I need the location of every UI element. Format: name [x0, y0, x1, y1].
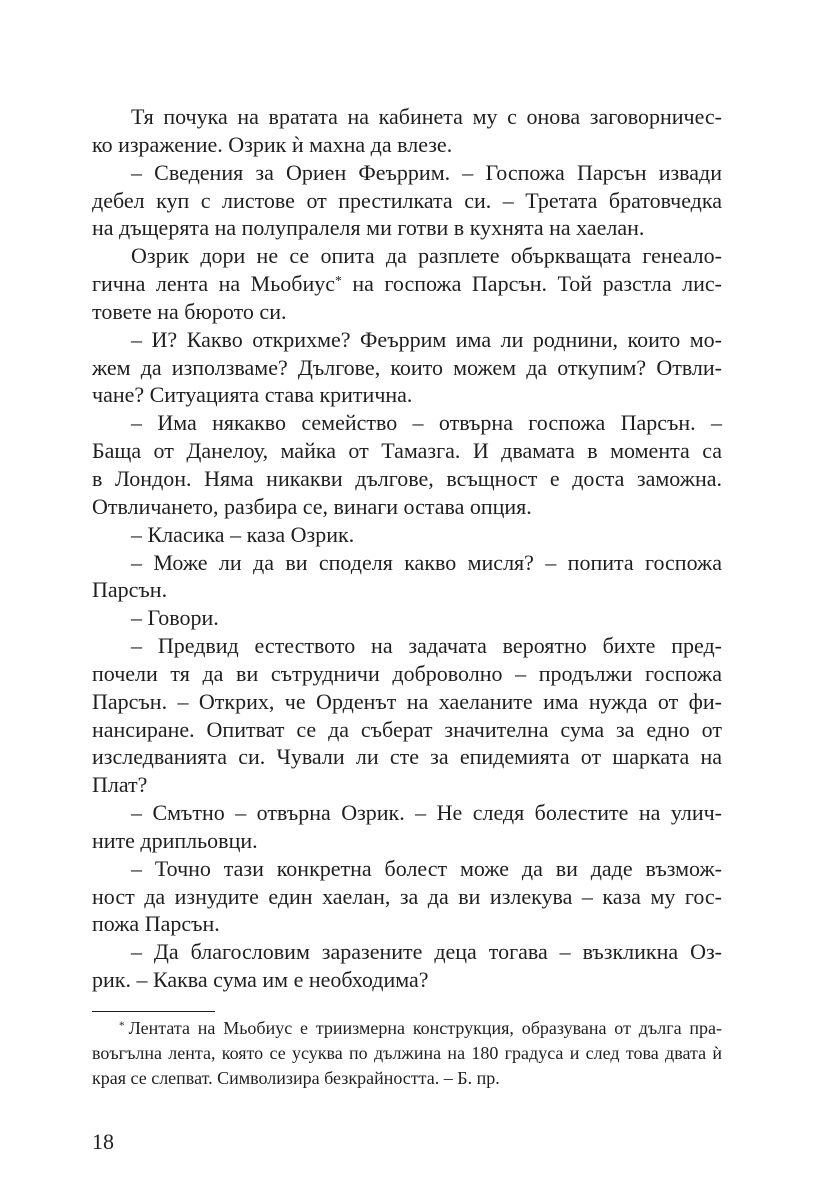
text-line: – И? Какво открихме? Феъррим има ли роднини, които мо- [131, 326, 722, 352]
footnote-line [92, 1016, 722, 1041]
text-line: Озрик дори не се опита да разплете объркващата генеало- [131, 243, 722, 269]
text-line: ност да изнудите един хаелан, за да ви излекува – каза му гос- [92, 883, 722, 909]
text-line: – Смътно – отвърна Озрик. – Не следя болестите на улич- [131, 800, 722, 826]
paragraph [92, 103, 722, 159]
text-line: жем да използваме? Дългове, които можем да откупим? Отвли- [92, 354, 722, 380]
page-number: 18 [92, 1129, 114, 1154]
text-line: Парсън. [92, 577, 168, 603]
text-line: пожа Парсън. [92, 911, 220, 937]
text-line: ко изражение. Озрик ѝ махна да влезе. [92, 131, 453, 157]
text-line: дебел куп с листове от престилката си. – Третата братовчедка [92, 187, 722, 213]
paragraph [92, 549, 722, 605]
paragraph [92, 409, 722, 520]
text-line: чане? Ситуацията става критична. [92, 382, 413, 408]
main-text [92, 103, 722, 994]
text-line: изследванията си. Чували ли сте за епидемията от шарката на [92, 744, 722, 770]
text-fragment: на госпожа Парсън. Той разстла лис- [341, 271, 722, 297]
text-line: Баща от Данелоу, майка от Тамазга. И двамата в момента са [92, 438, 722, 464]
text-line: товете на бюрото си. [92, 298, 287, 324]
text-line: ните дрипльовци. [92, 827, 258, 853]
paragraph [92, 855, 722, 939]
text-line: – Има някакво семейство – отвърна госпожа Парсън. – [131, 410, 722, 436]
text-line: нансиране. Опитват се да съберат значителна сума за едно от [92, 716, 722, 742]
paragraph [92, 242, 722, 326]
text-line: – Точно тази конкретна болест може да ви даде възмож- [131, 855, 722, 881]
text-line: – Да благословим заразените деца тогава – възкликна Оз- [131, 939, 722, 965]
paragraph [92, 159, 722, 243]
footnote-reference-marker: * [335, 273, 342, 289]
text-line: – Може ли да ви споделя какво мисля? – попита госпожа [131, 549, 722, 575]
paragraph [92, 604, 722, 632]
paragraph [92, 521, 722, 549]
text-line: – Класика – каза Озрик. [131, 521, 355, 547]
paragraph [92, 326, 722, 410]
text-line: на дъщерята на полупралеля ми готви в кухнята на хаелан. [92, 215, 645, 241]
text-line: – Сведения за Ориен Феъррим. – Госпожа Парсън извади [131, 159, 722, 185]
text-line: Отвличането, разбира се, винаги остава опция. [92, 493, 532, 519]
footnote-separator [92, 1011, 215, 1012]
text-line: Плат? [92, 772, 148, 798]
text-line: – Говори. [131, 605, 219, 631]
text-line: почели тя да ви сътрудничи доброволно – продължи госпожа [92, 660, 722, 686]
footnote-marker: * [119, 1020, 125, 1033]
text-line: Парсън. – Открих, че Орденът на хаеланите има нужда от фи- [92, 688, 722, 714]
footnote-line: воъгълна лента, която се усуква по дължина на 180 градуса и след това двата ѝ [92, 1043, 722, 1063]
text-line: в Лондон. Няма никакви дългове, всъщност е доста заможна. [92, 465, 722, 491]
text-fragment: гична лента на Мьобиус [92, 271, 336, 297]
footnote-text: Лентата на Мьобиус е триизмерна конструкция, образувана от дълга пра- [128, 1018, 722, 1038]
text-line: рик. – Каква сума им е необходима? [92, 967, 429, 993]
text-line: – Предвид естеството на задачата вероятно бихте пред- [131, 633, 722, 659]
paragraph [92, 938, 722, 994]
text-line: Тя почука на вратата на кабинета му с онова заговорничес- [131, 104, 722, 129]
paragraph [92, 799, 722, 855]
footnote [92, 1016, 722, 1091]
paragraph [92, 632, 722, 799]
footnote-line: края се слепват. Символизира безкрайността. – Б. пр. [92, 1068, 500, 1088]
text-line [92, 270, 722, 298]
